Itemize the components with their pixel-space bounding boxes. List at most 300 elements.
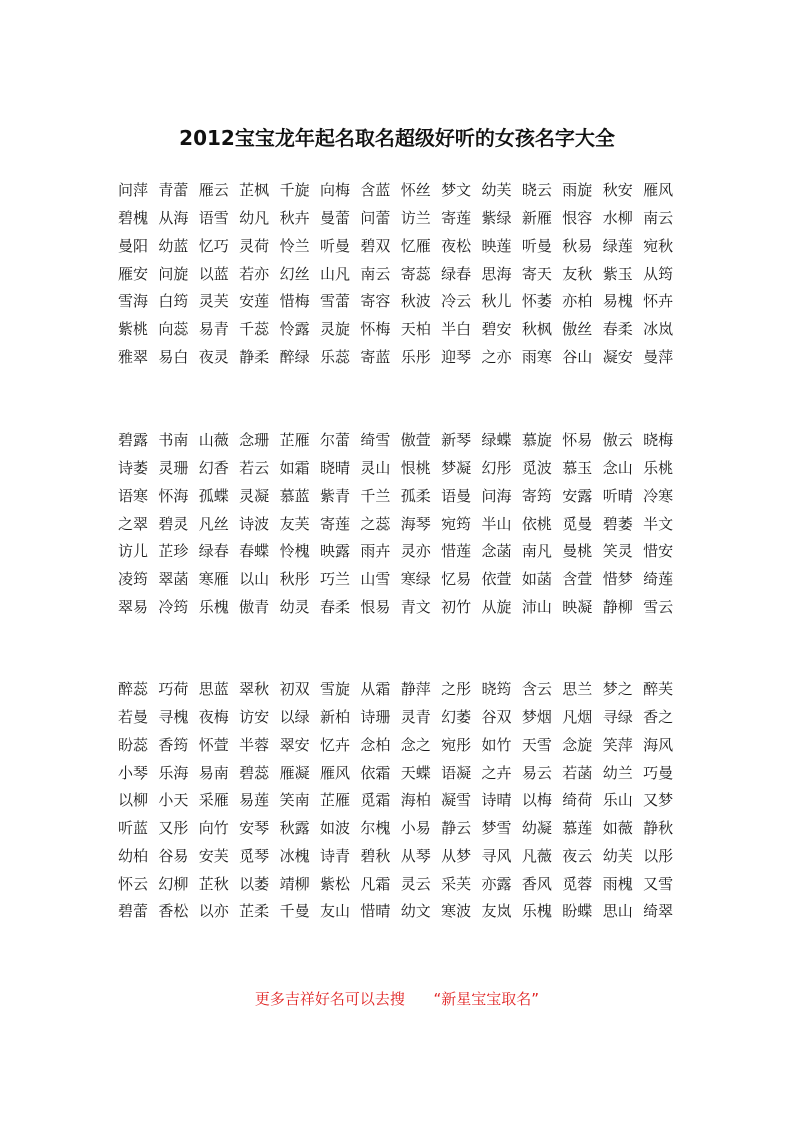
name-item: 易白 xyxy=(158,347,189,366)
name-item: 诗波 xyxy=(239,514,270,533)
name-item: 怀云 xyxy=(118,874,149,893)
name-item: 凡霜 xyxy=(360,874,391,893)
name-item: 以萎 xyxy=(239,874,270,893)
name-item: 觅霜 xyxy=(360,791,391,810)
name-item: 幼柏 xyxy=(118,846,149,865)
name-item: 巧曼 xyxy=(643,763,674,782)
name-item: 凡丝 xyxy=(198,514,229,533)
name-item: 恨容 xyxy=(562,209,593,228)
name-item: 千旋 xyxy=(279,181,310,200)
name-item: 翠秋 xyxy=(239,680,270,699)
name-item: 怜兰 xyxy=(279,236,310,255)
name-item: 之卉 xyxy=(481,763,512,782)
name-item: 半蓉 xyxy=(239,735,270,754)
name-item: 若亦 xyxy=(239,264,270,283)
name-item: 幼兰 xyxy=(602,763,633,782)
name-item: 静萍 xyxy=(400,680,431,699)
name-item: 寒绿 xyxy=(400,570,431,589)
name-item: 静云 xyxy=(441,819,472,838)
name-item: 晓筠 xyxy=(481,680,512,699)
name-item: 秋露 xyxy=(279,819,310,838)
name-item: 惜莲 xyxy=(441,542,472,561)
name-item: 易槐 xyxy=(602,292,633,311)
name-item: 乐槐 xyxy=(198,597,229,616)
name-item: 向蕊 xyxy=(158,320,189,339)
name-item: 碧露 xyxy=(118,431,149,450)
name-item: 若云 xyxy=(239,459,270,478)
name-item: 雨卉 xyxy=(360,542,391,561)
name-item: 寄蓝 xyxy=(360,347,391,366)
names-row xyxy=(118,897,688,925)
name-item: 静秋 xyxy=(643,819,674,838)
name-item: 宛彤 xyxy=(441,735,472,754)
name-item: 凝安 xyxy=(602,347,633,366)
name-item: 以蓝 xyxy=(198,264,229,283)
name-item: 寄莲 xyxy=(319,514,350,533)
name-item: 以山 xyxy=(239,570,270,589)
name-item: 凡烟 xyxy=(562,708,593,727)
name-item: 碧萎 xyxy=(602,514,633,533)
name-item: 安琴 xyxy=(239,819,270,838)
name-item: 乐彤 xyxy=(400,347,431,366)
name-item: 慕蓝 xyxy=(279,486,310,505)
name-item: 如竹 xyxy=(481,735,512,754)
name-item: 从海 xyxy=(158,209,189,228)
name-item: 以彤 xyxy=(643,846,674,865)
name-item: 易云 xyxy=(521,763,552,782)
names-row xyxy=(118,287,688,315)
name-item: 念山 xyxy=(602,459,633,478)
name-item: 芷柔 xyxy=(239,902,270,921)
name-item: 寒波 xyxy=(441,902,472,921)
name-item: 巧兰 xyxy=(319,570,350,589)
name-item: 觅蓉 xyxy=(562,874,593,893)
name-item: 诗萎 xyxy=(118,459,149,478)
name-item: 幻萎 xyxy=(441,708,472,727)
name-item: 以绿 xyxy=(279,708,310,727)
name-item: 含云 xyxy=(521,680,552,699)
names-row xyxy=(118,509,688,537)
name-item: 绮荷 xyxy=(562,791,593,810)
name-item: 孤蝶 xyxy=(198,486,229,505)
name-item: 雪海 xyxy=(118,292,149,311)
name-item: 碧秋 xyxy=(360,846,391,865)
name-item: 惜晴 xyxy=(360,902,391,921)
name-item: 笑萍 xyxy=(602,735,633,754)
name-item: 怀萱 xyxy=(198,735,229,754)
name-item: 凝雪 xyxy=(441,791,472,810)
name-item: 友山 xyxy=(319,902,350,921)
name-item: 紫青 xyxy=(319,486,350,505)
name-item: 幻柳 xyxy=(158,874,189,893)
name-item: 尔槐 xyxy=(360,819,391,838)
name-item: 梦凝 xyxy=(441,459,472,478)
name-item: 曼阳 xyxy=(118,236,149,255)
name-item: 灵旋 xyxy=(319,320,350,339)
name-item: 碧灵 xyxy=(158,514,189,533)
name-item: 碧蕊 xyxy=(239,763,270,782)
name-item: 冷筠 xyxy=(158,597,189,616)
name-item: 采芙 xyxy=(441,874,472,893)
name-item: 秋彤 xyxy=(279,570,310,589)
name-item: 诗珊 xyxy=(360,708,391,727)
name-item: 乐桃 xyxy=(643,459,674,478)
name-item: 盼蕊 xyxy=(118,735,149,754)
name-item: 绮莲 xyxy=(643,570,674,589)
names-row xyxy=(118,204,688,232)
name-item: 又梦 xyxy=(643,791,674,810)
name-item: 秋安 xyxy=(602,181,633,200)
name-item: 易莲 xyxy=(239,791,270,810)
name-item: 雅翠 xyxy=(118,347,149,366)
name-item: 如波 xyxy=(319,819,350,838)
name-item: 灵云 xyxy=(400,874,431,893)
name-item: 南凡 xyxy=(521,542,552,561)
name-item: 忆卉 xyxy=(319,735,350,754)
name-item: 谷易 xyxy=(158,846,189,865)
name-item: 灵青 xyxy=(400,708,431,727)
name-item: 恨桃 xyxy=(400,459,431,478)
name-item: 从琴 xyxy=(400,846,431,865)
name-item: 千兰 xyxy=(360,486,391,505)
name-item: 紫绿 xyxy=(481,209,512,228)
name-item: 秋枫 xyxy=(521,320,552,339)
names-row xyxy=(118,869,688,897)
name-item: 冷云 xyxy=(441,292,472,311)
name-item: 新柏 xyxy=(319,708,350,727)
name-item: 绿蝶 xyxy=(481,431,512,450)
name-item: 语寒 xyxy=(118,486,149,505)
name-item: 友岚 xyxy=(481,902,512,921)
name-item: 书南 xyxy=(158,431,189,450)
name-item: 梦文 xyxy=(441,181,472,200)
name-item: 天蝶 xyxy=(400,763,431,782)
name-item: 雁风 xyxy=(319,763,350,782)
name-item: 雨槐 xyxy=(602,874,633,893)
name-item: 雁风 xyxy=(643,181,674,200)
names-row xyxy=(118,565,688,593)
name-item: 香风 xyxy=(521,874,552,893)
name-item: 安莲 xyxy=(239,292,270,311)
name-item: 凡薇 xyxy=(521,846,552,865)
name-item: 亦露 xyxy=(481,874,512,893)
name-item: 灵亦 xyxy=(400,542,431,561)
name-item: 芷珍 xyxy=(158,542,189,561)
names-row xyxy=(118,814,688,842)
name-item: 梦之 xyxy=(602,680,633,699)
name-item: 秋波 xyxy=(400,292,431,311)
name-item: 友秋 xyxy=(562,264,593,283)
name-item: 梦烟 xyxy=(521,708,552,727)
name-item: 小琴 xyxy=(118,763,149,782)
name-item: 灵山 xyxy=(360,459,391,478)
name-item: 幼文 xyxy=(400,902,431,921)
name-item: 幼蓝 xyxy=(158,236,189,255)
name-item: 海风 xyxy=(643,735,674,754)
name-item: 绿春 xyxy=(198,542,229,561)
name-item: 芷雁 xyxy=(279,431,310,450)
name-item: 晓云 xyxy=(521,181,552,200)
names-row xyxy=(118,343,688,371)
name-item: 寒雁 xyxy=(198,570,229,589)
name-item: 映露 xyxy=(319,542,350,561)
name-item: 尔蕾 xyxy=(319,431,350,450)
name-item: 幼灵 xyxy=(279,597,310,616)
name-item: 谷双 xyxy=(481,708,512,727)
name-item: 天柏 xyxy=(400,320,431,339)
name-item: 怀萎 xyxy=(521,292,552,311)
name-item: 芷枫 xyxy=(239,181,270,200)
name-item: 从霜 xyxy=(360,680,391,699)
name-item: 山薇 xyxy=(198,431,229,450)
name-item: 灵凝 xyxy=(239,486,270,505)
names-row xyxy=(118,482,688,510)
name-item: 从梦 xyxy=(441,846,472,865)
name-item: 山凡 xyxy=(319,264,350,283)
name-item: 惜梦 xyxy=(602,570,633,589)
name-item: 之翠 xyxy=(118,514,149,533)
name-item: 雪蕾 xyxy=(319,292,350,311)
name-item: 梦雪 xyxy=(481,819,512,838)
name-item: 秋易 xyxy=(562,236,593,255)
name-item: 新琴 xyxy=(441,431,472,450)
name-item: 夜灵 xyxy=(198,347,229,366)
name-item: 南云 xyxy=(360,264,391,283)
name-item: 慕莲 xyxy=(562,819,593,838)
name-item: 宛秋 xyxy=(643,236,674,255)
name-item: 幻香 xyxy=(198,459,229,478)
name-item: 迎琴 xyxy=(441,347,472,366)
name-item: 紫松 xyxy=(319,874,350,893)
name-item: 以柳 xyxy=(118,791,149,810)
name-item: 忆雁 xyxy=(400,236,431,255)
name-item: 思兰 xyxy=(562,680,593,699)
names-row xyxy=(118,315,688,343)
name-item: 依萱 xyxy=(481,570,512,589)
names-row xyxy=(118,537,688,565)
name-item: 慕玉 xyxy=(562,459,593,478)
name-item: 晓梅 xyxy=(643,431,674,450)
name-item: 寻槐 xyxy=(158,708,189,727)
name-item: 觅琴 xyxy=(239,846,270,865)
name-item: 半白 xyxy=(441,320,472,339)
name-item: 寻风 xyxy=(481,846,512,865)
name-item: 青文 xyxy=(400,597,431,616)
name-item: 盼蝶 xyxy=(562,902,593,921)
name-item: 雨旋 xyxy=(562,181,593,200)
name-item: 翠易 xyxy=(118,597,149,616)
name-item: 如薇 xyxy=(602,819,633,838)
name-item: 凌筠 xyxy=(118,570,149,589)
name-item: 觅曼 xyxy=(562,514,593,533)
name-item: 紫玉 xyxy=(602,264,633,283)
name-item: 之亦 xyxy=(481,347,512,366)
name-item: 听曼 xyxy=(521,236,552,255)
name-item: 安露 xyxy=(562,486,593,505)
name-item: 从旋 xyxy=(481,597,512,616)
name-item: 易南 xyxy=(198,763,229,782)
name-item: 幼凡 xyxy=(239,209,270,228)
names-row xyxy=(118,675,688,703)
name-item: 小天 xyxy=(158,791,189,810)
name-item: 翠安 xyxy=(279,735,310,754)
name-item: 香筠 xyxy=(158,735,189,754)
name-item: 怀丝 xyxy=(400,181,431,200)
name-item: 绮翠 xyxy=(643,902,674,921)
name-item: 香之 xyxy=(643,708,674,727)
names-row xyxy=(118,842,688,870)
name-item: 采雁 xyxy=(198,791,229,810)
name-item: 曼萍 xyxy=(643,347,674,366)
name-item: 听蓝 xyxy=(118,819,149,838)
name-item: 天雪 xyxy=(521,735,552,754)
name-item: 南云 xyxy=(643,209,674,228)
name-item: 冰岚 xyxy=(643,320,674,339)
name-item: 念珊 xyxy=(239,431,270,450)
name-item: 雁云 xyxy=(198,181,229,200)
name-item: 曼蕾 xyxy=(319,209,350,228)
name-item: 冷寒 xyxy=(643,486,674,505)
name-item: 幼芙 xyxy=(602,846,633,865)
name-item: 宛筠 xyxy=(441,514,472,533)
name-item: 傲萱 xyxy=(400,431,431,450)
name-item: 寄容 xyxy=(360,292,391,311)
name-item: 曼桃 xyxy=(562,542,593,561)
name-item: 依霜 xyxy=(360,763,391,782)
name-item: 若曼 xyxy=(118,708,149,727)
name-item: 怜槐 xyxy=(279,542,310,561)
name-item: 新雁 xyxy=(521,209,552,228)
name-item: 雪旋 xyxy=(319,680,350,699)
name-item: 傲丝 xyxy=(562,320,593,339)
name-item: 绿春 xyxy=(441,264,472,283)
names-row xyxy=(118,454,688,482)
name-item: 诗青 xyxy=(319,846,350,865)
name-item: 语曼 xyxy=(441,486,472,505)
name-item: 怜露 xyxy=(279,320,310,339)
name-item: 慕旋 xyxy=(521,431,552,450)
names-row xyxy=(118,426,688,454)
name-item: 孤柔 xyxy=(400,486,431,505)
names-row xyxy=(118,232,688,260)
name-item: 听晴 xyxy=(602,486,633,505)
name-item: 问萍 xyxy=(118,181,149,200)
name-item: 水柳 xyxy=(602,209,633,228)
name-item: 碧蕾 xyxy=(118,902,149,921)
name-item: 寄蕊 xyxy=(400,264,431,283)
name-item: 夜云 xyxy=(562,846,593,865)
name-item: 雁凝 xyxy=(279,763,310,782)
name-item: 念之 xyxy=(400,735,431,754)
page-title: 2012宝宝龙年起名取名超级好听的女孩名字大全 xyxy=(179,126,615,150)
name-item: 沛山 xyxy=(521,597,552,616)
name-item: 芷秋 xyxy=(198,874,229,893)
name-item: 含萱 xyxy=(562,570,593,589)
name-item: 又雪 xyxy=(643,874,674,893)
name-item: 语雪 xyxy=(198,209,229,228)
name-item: 问海 xyxy=(481,486,512,505)
name-item: 觅波 xyxy=(521,459,552,478)
name-item: 诗晴 xyxy=(481,791,512,810)
name-item: 秋卉 xyxy=(279,209,310,228)
name-item: 晓晴 xyxy=(319,459,350,478)
names-block-2 xyxy=(118,426,688,620)
name-item: 易青 xyxy=(198,320,229,339)
name-item: 雪云 xyxy=(643,597,674,616)
name-item: 问旋 xyxy=(158,264,189,283)
names-block-3 xyxy=(118,675,688,925)
name-item: 笑南 xyxy=(279,791,310,810)
name-item: 听曼 xyxy=(319,236,350,255)
name-item: 映凝 xyxy=(562,597,593,616)
name-item: 思蓝 xyxy=(198,680,229,699)
names-row xyxy=(118,703,688,731)
name-item: 夜梅 xyxy=(198,708,229,727)
name-item: 醉蕊 xyxy=(118,680,149,699)
name-item: 醉芙 xyxy=(643,680,674,699)
name-item: 怀海 xyxy=(158,486,189,505)
name-item: 春柔 xyxy=(602,320,633,339)
name-item: 巧荷 xyxy=(158,680,189,699)
name-item: 灵芙 xyxy=(198,292,229,311)
name-item: 怀卉 xyxy=(643,292,674,311)
name-item: 乐蕊 xyxy=(319,347,350,366)
name-item: 翠菡 xyxy=(158,570,189,589)
name-item: 访兰 xyxy=(400,209,431,228)
name-item: 以梅 xyxy=(521,791,552,810)
names-row xyxy=(118,758,688,786)
name-item: 之彤 xyxy=(441,680,472,699)
name-item: 青蕾 xyxy=(158,181,189,200)
name-item: 傲青 xyxy=(239,597,270,616)
name-item: 念柏 xyxy=(360,735,391,754)
name-item: 访安 xyxy=(239,708,270,727)
name-item: 静柔 xyxy=(239,347,270,366)
name-item: 笑灵 xyxy=(602,542,633,561)
name-item: 白筠 xyxy=(158,292,189,311)
name-item: 雁安 xyxy=(118,264,149,283)
name-item: 春柔 xyxy=(319,597,350,616)
name-item: 乐山 xyxy=(602,791,633,810)
name-item: 半文 xyxy=(643,514,674,533)
name-item: 惜梅 xyxy=(279,292,310,311)
name-item: 访儿 xyxy=(118,542,149,561)
name-item: 之蕊 xyxy=(360,514,391,533)
name-item: 香松 xyxy=(158,902,189,921)
name-item: 惜安 xyxy=(643,542,674,561)
name-item: 海琴 xyxy=(400,514,431,533)
name-item: 以亦 xyxy=(198,902,229,921)
footer-promo xyxy=(0,988,794,1009)
name-item: 向梅 xyxy=(319,181,350,200)
name-item: 碧安 xyxy=(481,320,512,339)
name-item: 绮雪 xyxy=(360,431,391,450)
name-item: 友芙 xyxy=(279,514,310,533)
name-item: 谷山 xyxy=(562,347,593,366)
name-item: 半山 xyxy=(481,514,512,533)
name-item: 绿莲 xyxy=(602,236,633,255)
name-item: 思山 xyxy=(602,902,633,921)
name-item: 若菡 xyxy=(562,763,593,782)
name-item: 又彤 xyxy=(158,819,189,838)
name-item: 如霜 xyxy=(279,459,310,478)
name-item: 思海 xyxy=(481,264,512,283)
name-item: 念菡 xyxy=(481,542,512,561)
name-item: 寄天 xyxy=(521,264,552,283)
name-item: 寄莲 xyxy=(441,209,472,228)
name-item: 靖柳 xyxy=(279,874,310,893)
name-item: 醉绿 xyxy=(279,347,310,366)
